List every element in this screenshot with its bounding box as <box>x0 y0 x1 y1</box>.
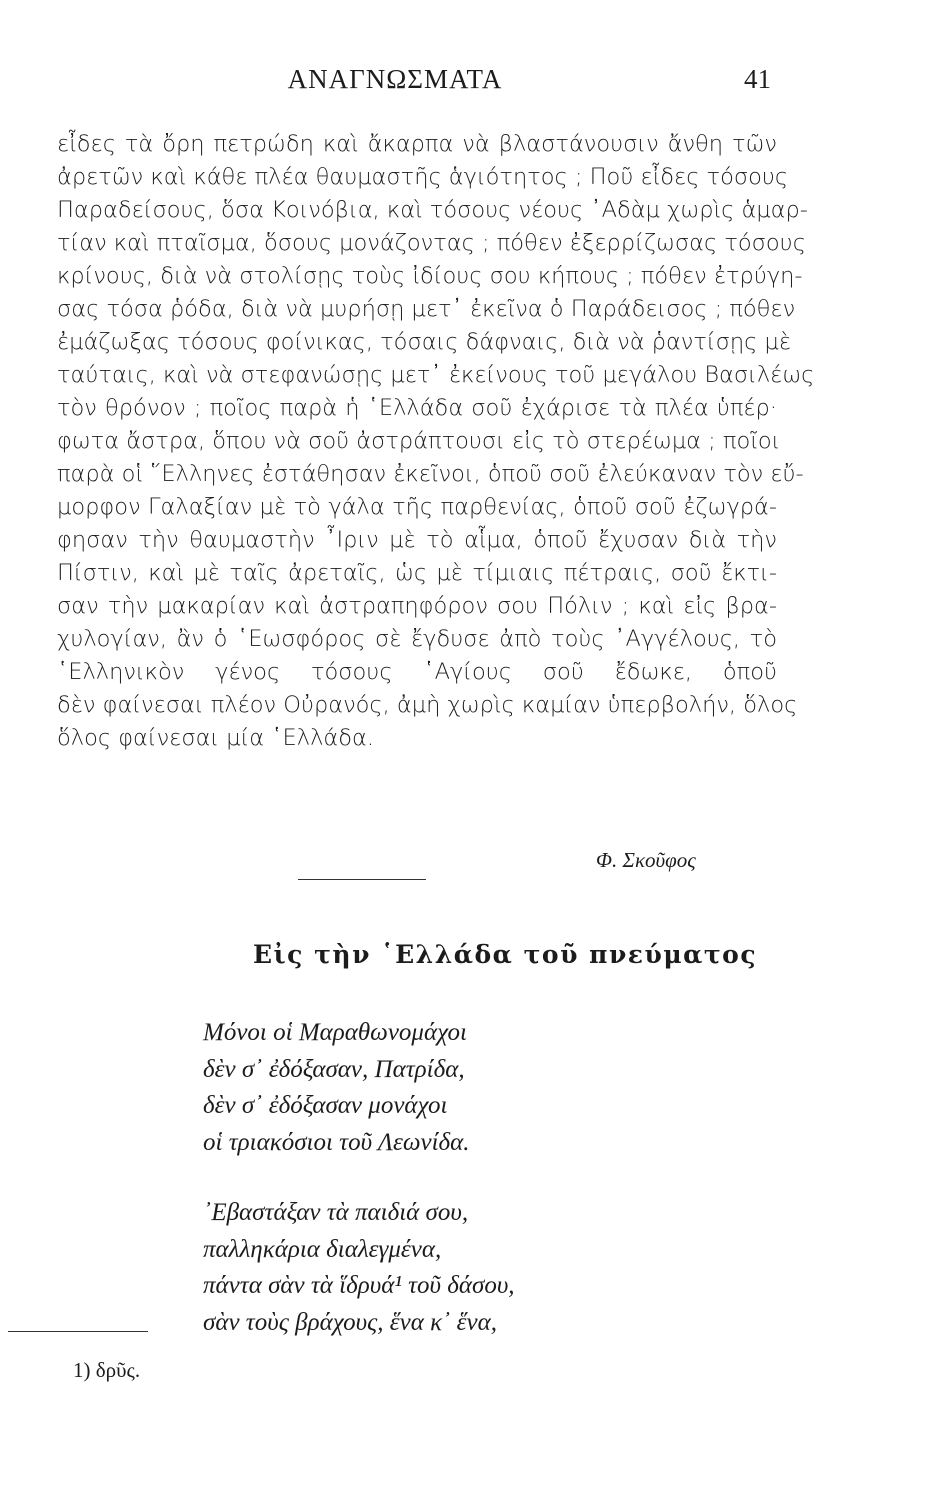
verse-line: παλληκάρια διαλεγμένα, <box>203 1235 442 1263</box>
author-signature: Φ. Σκοῦφος <box>596 848 696 872</box>
verse-line: Μόνοι οἱ Μαραθωνομάχοι <box>203 1019 468 1046</box>
poem-stanza <box>203 1015 470 1161</box>
prose-line: τίαν καὶ πταῖσμα, ὅσους μονάζοντας ; πόθεν ἐξερρίζωσας τόσους <box>57 230 806 256</box>
prose-line: εἶδες τὰ ὄρη πετρώδη καὶ ἄκαρπα νὰ βλαστάνουσιν ἄνθη τῶν <box>57 131 777 157</box>
prose-line: σαν τὴν μακαρίαν καὶ ἀστραπηφόρον σου Πόλιν ; καὶ εἰς βρα- <box>57 593 777 619</box>
prose-line: ὅλος φαίνεσαι μία ῾Ελλάδα. <box>57 725 374 751</box>
prose-line: Παραδείσους, ὅσα Κοινόβια, καὶ τόσους νέους ᾿Αδὰμ χωρὶς ἁμαρ- <box>57 197 808 223</box>
verse-line: δὲν σ᾿ ἐδόξασαν, Πατρίδα, <box>203 1055 465 1083</box>
verse-line: οἱ τριακόσιοι τοῦ Λεωνίδα. <box>203 1128 470 1156</box>
prose-line: ἀρετῶν καὶ κάθε πλέα θαυμαστῆς ἁγιότητος ; Ποῦ εἶδες τόσους <box>57 164 789 190</box>
verse-line: πάντα σὰν τὰ ἵδρυά¹ τοῦ δάσου, <box>203 1272 515 1299</box>
verse-line: ᾿Εβαστάξαν τὰ παιδιά σου, <box>203 1199 469 1226</box>
poem-stanza <box>203 1195 515 1341</box>
running-title: ΑΝΑΓΝΩΣΜΑΤΑ <box>287 64 503 94</box>
prose-line: μορφον Γαλαξίαν μὲ τὸ γάλα τῆς παρθενίας, ὁποῦ σοῦ ἐζωγρά- <box>57 494 777 520</box>
prose-paragraph <box>57 128 815 755</box>
prose-line: δὲν φαίνεσαι πλέον Οὐρανός, ἀμὴ χωρὶς καμίαν ὑπερβολήν, ὅλος <box>57 692 798 718</box>
page-header <box>0 62 931 102</box>
poem-title: Εἰς τὴν ῾Ελλάδα τοῦ πνεύματος <box>253 940 758 969</box>
footnote-divider <box>8 1331 148 1332</box>
prose-line: σας τόσα ῥόδα, διὰ νὰ μυρήσῃ μετ᾿ ἐκεῖνα ὁ Παράδεισος ; πόθεν <box>57 296 796 322</box>
prose-line: κρίνους, διὰ νὰ στολίσῃς τοὺς ἰδίους σου κήπους ; πόθεν ἐτρύγη- <box>57 263 803 289</box>
footnote: 1) δρῦς. <box>73 1358 141 1382</box>
section-divider <box>298 879 426 880</box>
page-number: 41 <box>744 64 771 94</box>
prose-line: χυλογίαν, ἂν ὁ ῾Εωσφόρος σὲ ἔγδυσε ἀπὸ τοὺς ᾿Αγγέλους, τὸ <box>57 626 777 652</box>
verse-line: σὰν τοὺς βράχους, ἕνα κ᾿ ἕνα, <box>203 1308 497 1336</box>
prose-line: φησαν τὴν θαυμαστὴν ῏Ιριν μὲ τὸ αἷμα, ὁποῦ ἔχυσαν διὰ τὴν <box>57 527 777 553</box>
prose-line: ταύταις, καὶ νὰ στεφανώσῃς μετ᾿ ἐκείνους τοῦ μεγάλου Βασιλέως <box>57 362 815 388</box>
verse-line: δὲν σ᾿ ἐδόξασαν μονάχοι <box>203 1092 448 1119</box>
prose-line: ἐμάζωξας τόσους φοίνικας, τόσαις δάφναις, διὰ νὰ ῥαντίσῃς μὲ <box>57 329 791 355</box>
prose-line: ῾Ελληνικὸν γένος τόσους ῾Αγίους σοῦ ἔδωκε, ὁποῦ <box>57 659 777 685</box>
prose-line: φωτα ἄστρα, ὅπου νὰ σοῦ ἀστράπτουσι εἰς τὸ στερέωμα ; ποῖοι <box>57 428 781 454</box>
prose-line: παρὰ οἱ ῞Ελληνες ἐστάθησαν ἐκεῖνοι, ὁποῦ σοῦ ἐλεύκαναν τὸν εὔ- <box>57 461 804 487</box>
prose-line: Πίστιν, καὶ μὲ ταῖς ἀρεταῖς, ὡς μὲ τίμιαις πέτραις, σοῦ ἔκτι- <box>57 560 777 586</box>
prose-line: τὸν θρόνον ; ποῖος παρὰ ἡ ῾Ελλάδα σοῦ ἐχάρισε τὰ πλέα ὑπέρ· <box>57 395 777 421</box>
